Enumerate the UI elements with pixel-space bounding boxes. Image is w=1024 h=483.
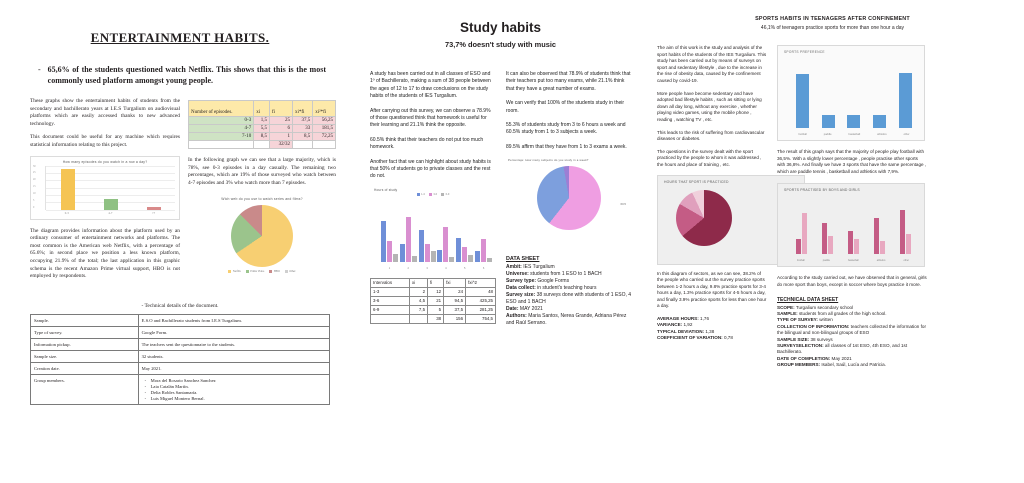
data-sheet-row [506,313,632,327]
cell-empty [410,314,428,323]
cell-xi2fi: 181,5 [313,125,336,133]
ds-key: Date: [506,306,519,313]
table-row [31,363,330,375]
tech-row [777,362,927,368]
x-tick: football [797,259,805,263]
sports-by-gender-bars [788,202,918,254]
study-paragraph: 60.5% think that their teachers do not put too much homework. [370,136,484,151]
tech-value: students from all grades of the high school. [797,310,887,316]
data-sheet-row [506,306,632,313]
cell-interval: 6-9 [371,305,410,314]
col-fi: fi [269,101,292,117]
list-item: - Luis Miguel Montero Bernal. [151,396,326,402]
episodes-frequency-table [188,100,336,149]
diagram-paragraph: The diagram provides information about the platform used by an ordinary consumer of entertainment networks and platforms. The most common is the American web Netflix, with a percentage of 65.6%; in second place we position a less known platform, occupying 21.9% of the total; the last application in this graphic schema is the recent Amazon Prime virtual support, HBO is not employed by respondents. [30,227,180,280]
table-row [371,287,496,296]
sports-conclusion-paragraph: According to the study carried out, we have observed that in general, girls do more sport than boys, except in soccer where boys practice it more. [777,275,927,287]
tech-row [777,343,927,356]
tech-value: E.S.O and Bachillerato students from I.E.S Turgalium. [138,315,329,327]
study-right-column [506,71,632,327]
platform-pie-title: Wich web do you use to watch series and films? [221,197,303,202]
cell-fxi: 24 [444,287,466,296]
table-row [371,296,496,305]
x-tick: football [798,133,807,136]
ds-value: Google Forms [536,278,570,285]
cell-empty [313,141,336,149]
x-tick: 3 [426,266,428,270]
cell-interval: 0-3 [189,117,254,125]
bar-group [822,202,833,254]
sports-preference-bars [790,64,918,128]
pie-value-label: 60.5 [620,202,626,207]
stat-value: 0,78 [722,335,733,341]
subtitle-study-habits: 73,7% doesn't study with music [444,40,556,49]
cell-empty [254,141,270,149]
technical-details-heading [30,303,330,309]
bar-football [796,74,809,128]
tech-key: DATE OF COMPLETION: [777,355,831,361]
tech-value: 38 surveys [809,336,833,342]
platform-pie-chart [188,193,336,289]
cell-xi: 5,5 [254,125,270,133]
bar-group [456,204,473,262]
platform-pie-legend [192,270,332,273]
panel-entertainment-habits [0,0,356,483]
cell-empty [371,314,410,323]
ds-key: Data collect: [506,285,536,292]
x-tick: basketball [848,133,861,136]
cell-xi: 8,5 [254,133,270,141]
tech-value: teachers collected the information for the bilingual and non-bilingual groups of ESO [777,323,926,336]
pie-explanation-paragraph: In this diagram of sectors, as we can see, 38.2% of the people who carried out the survey practice sports between 1-2 hours a day, 9.8% practice sports for 3-4 hours a day, 1.3% practice sports for 4-5 hours a day, and finally 3.9% practice sports for less than one hour a day. [657,270,767,309]
tech-key: SAMPLE SIZE: [777,336,810,342]
ds-value: Maria Santos, Nerea Grande, Adriana Pérez and Raúl Serrano. [506,313,627,327]
bar-0-3 [61,169,75,209]
stat-value: 1,38 [704,328,715,334]
col-episodes: Number of episodes. [189,101,254,117]
tech-key: Information pickup. [31,339,139,351]
cell-interval: 1-3 [371,287,410,296]
tech-value: Turgalium secondary school [794,304,854,310]
ds-key: Ambit: [506,264,522,271]
table-row [189,133,336,141]
cell-total-fi: 38 [428,314,444,323]
cell-interval: 4-7 [189,125,254,133]
tech-key: Group members. [31,375,139,405]
cell-total-fxi2: 754,5 [466,314,496,323]
intro-paragraph: These graphs show the entertainment habits of students from the secondary and bachillerato years at I.E.S Turgalium on audiovisual platforms which are easily accessed thanks to new advanced technology. [30,98,180,127]
hours-of-study-chart [370,188,496,274]
sports-by-gender-title: SPORTS PRACTISED BY BOYS AND GIRLS [784,188,860,193]
legend-label: 3-6 [433,192,438,196]
tech-value-members [138,375,329,405]
hours-sport-pie-graphic [676,190,732,246]
panel-study-habits [356,0,641,483]
x-tick: paddle [823,133,832,136]
study-left-column [370,71,496,327]
cell-fxi2: 425,25 [466,296,496,305]
legend-label: 6-9 [445,192,450,196]
bar-group [419,204,436,262]
tech-key: Sample. [31,315,139,327]
platform-pie-graphic [231,205,293,267]
bar-group [437,204,454,262]
col-intervals: Intervalos [371,278,410,287]
legend-item [417,193,425,196]
col-xi2fi: xi²*fi [313,101,336,117]
sports-left-column [657,45,767,369]
stat-value: 1,92 [682,322,693,328]
legend-item [429,193,437,196]
x-tick: 2 [407,266,409,270]
cell-fi: 25 [269,117,292,125]
x-tick: 5 [464,266,466,270]
col-xi: xi [410,278,428,287]
cell-total: 32/32 [269,141,292,149]
bar-basketball [847,115,860,128]
cell-fxi: 94,5 [444,296,466,305]
cell-interval: 7-10 [189,133,254,141]
legend-item [269,270,279,273]
sports-preference-chart [777,45,925,141]
study-paragraph: 89.5% affirm that they have from 1 to 3 exams a week. [506,143,627,150]
bar-paddle [822,115,835,128]
subjects-pie-chart [506,158,632,250]
bar-other [899,73,912,128]
tech-value: Google Form. [138,327,329,339]
stat-key: VARIANCE: [657,322,683,328]
cell-fi: 5 [428,305,444,314]
cell-xi: 2 [410,287,428,296]
ds-key: Authors: [506,313,527,320]
data-sheet-row [506,264,632,271]
legend-label: Other [289,270,296,274]
tech-dash: - [141,303,144,310]
x-tick: 4-7 [108,210,113,215]
hours-of-study-legend [370,193,496,196]
tech-value: Isabel, Saúl, Lucía and Patricia. [820,362,886,368]
legend-label: Prime Video [250,270,265,274]
data-sheet-title: DATA SHEET [506,256,540,263]
data-sheet-row [506,285,632,292]
table-row [31,327,330,339]
sports-paragraph: This leads to the risk of suffering from cardiovascular diseases or diabetes. [657,129,765,142]
ds-key: Survey type: [506,278,537,285]
col-xi: xi [254,101,270,117]
legend-label: HBO [273,270,280,274]
bar-gt7 [147,207,161,209]
bullet-text: 65,6% of the students questioned watch Netflix. This shows that this is the most commonly used platform amongst young people. [47,65,326,85]
cell-xi2fi: 56,25 [313,117,336,125]
table-row [371,305,496,314]
cell-interval: 3-6 [371,296,410,305]
table-row [31,351,330,363]
table-total-row [371,314,496,323]
table-row [189,117,336,125]
ds-value: 38 surveys done with students of 1 ESO, 4 ESO and 1 BACH [506,292,632,306]
table-total-row [189,141,336,149]
study-intervals-table [370,278,496,324]
table-row [189,125,336,133]
list-item: - Mora del Rosario Sanchez Sanchez [151,378,326,384]
study-paragraph: A study has been carried out in all classes of ESO and 1º of Bachillerato, making a sum of 38 people between the ages of 12 to 17 to draw conclusions on the study habits of the students of IES Turgalium. [370,71,491,100]
cell-total-fxi: 156 [444,314,466,323]
stat-key: COEFFICIENT OF VARIATION: [657,335,723,341]
data-sheet-row [506,278,632,285]
study-paragraph: It can also be observed that 78.9% of students think that their teachers put too many exams, while 21.1% think that they have a great number of exams. [506,71,631,92]
study-paragraph: 55.3% of students study from 3 to 6 hours a week and 60.5% study from 1 to 3 subjects a week. [506,122,626,136]
tech-key: SURVEYSELECTION: [777,343,824,348]
cell-xi: 1,5 [254,117,270,125]
stat-value: 1,76 [698,316,709,322]
cell-empty [292,141,312,149]
sports-preference-title: SPORTS PREFERENCE [784,50,825,54]
col-xifi: xi*fi [292,101,312,117]
episodes-x-axis [45,211,175,215]
data-sheet-row [506,271,632,278]
legend-item [246,270,265,273]
table-header-row [371,278,496,287]
y-tick: 30 [33,164,36,168]
episodes-bar-chart-title: How many episodes do you watch in a row a day? [62,159,148,164]
hours-of-study-title: Hours of study [374,187,398,192]
study-paragraph: Another fact that we can highlight about study habits is that 50% of students go to private classes and the rest do not. [370,158,491,180]
episodes-y-axis [33,166,36,210]
cell-empty [189,141,254,149]
y-tick: 0 [33,205,35,209]
legend-label: 1-3 [421,192,425,196]
subjects-pie-graphic [537,166,601,230]
entertainment-left-column [30,98,180,289]
x-tick: 6 [482,266,485,270]
cell-xi2fi: 72,25 [313,133,336,141]
tech-key: COLLECTION OF INFORMATION: [777,323,850,329]
list-item: - Delia Robles Santamaría. [151,390,326,396]
table-header-row [189,101,336,117]
y-tick: 25 [33,171,36,175]
page-title-sports: SPORTS HABITS IN TEENAGERS AFTER CONFINEMENT [755,16,910,22]
sports-by-gender-chart [777,183,925,267]
tech-key: Type of survey. [31,327,139,339]
cell-fxi2: 48 [466,287,496,296]
entertainment-columns [30,98,336,289]
tech-value: all classes of 1st ESO, 4th ESO, and 1st Bachillerato. [777,343,908,355]
entertainment-right-column [188,98,336,289]
episodes-paragraph: In the following graph we can see that a large majority, which is 78%, see 0-3 episodes in a day casually. The remaining two percentages, which are 19% of those surveyed who watch between 4-7 episodes and 3% who watch more than 7 episodes. [188,157,336,186]
study-paragraph: We can verify that 100% of the students study in their room. [506,100,625,114]
y-tick: 15 [33,185,36,189]
tech-value: The teachers sent the questionnaire to the students. [138,339,329,351]
bar-group [874,202,885,254]
bullet-dash: - [38,65,41,74]
tech-value: written [817,317,833,323]
stat-row [657,335,767,341]
table-row [31,375,330,405]
tech-row [777,324,927,337]
ds-value: MAY 2021 [518,306,543,313]
panel-sports-habits [641,0,1024,483]
sports-result-paragraph: The result of this graph says that the majority of people play football with 36,5%. With a slightly lower percentage , people practise other sports with 36,8%. And finally we have 3 sports that have the same percentage , which are paddle tennis , basketball and athletics with 7,9%. [777,149,927,174]
ds-value: in student's teaching hours [535,285,597,292]
cell-xi: 4,5 [410,296,428,305]
tech-key: Creation date. [31,363,139,375]
hours-sport-pie-title: HOURS THAT SPORT IS PRACTICED [664,179,729,184]
episodes-bars [46,166,175,210]
headline-bullet [38,64,326,86]
bar-athletics [873,115,886,128]
y-tick: 10 [33,192,36,196]
ds-value: IES Turgalium [521,264,555,271]
legend-item [441,193,449,196]
cell-fxi: 37,5 [444,305,466,314]
x-tick: other [903,259,909,263]
tech-key: TYPE OF SURVEY: [777,317,818,323]
cell-xi: 7,5 [410,305,428,314]
episodes-plot-area [45,166,175,210]
sports-paragraph: The aim of this work is the study and analysis of the sport habits of the students of the IES Turgalium. This study has been carried out by means of surveys on sport and sedentary lifestyle , due to the increase in the rise of obesity data, caused by the confinement caused by covid-19. [657,45,767,83]
study-paragraph: After carrying out this survey, we can observe a 78.9% of those questioned think that homework is useful for their learning and 21.1% think the opposite. [370,107,491,129]
table-row [31,339,330,351]
ds-key: Universe: [506,271,529,278]
x-tick: athletics [877,133,887,136]
cell-fi: 21 [428,296,444,305]
stat-key: AVERAGE HOURS: [657,316,699,322]
bar-group [848,202,859,254]
x-tick: 0-3 [64,210,69,215]
cell-fi: 12 [428,287,444,296]
x-tick: paddle [822,259,830,263]
sports-paragraph: More people have become sedentary and have adopted bad lifestyle habits , such as sitting or lying down all day long, without any exercise , whether playing video games, using the mobile phone , reading , watching TV , etc. [657,90,762,122]
cell-fi: 6 [269,125,292,133]
hours-of-study-x-axis [380,267,493,270]
x-tick: 4 [445,266,447,270]
cell-xifi: 8,5 [292,133,312,141]
x-tick: >7 [151,210,156,215]
col-fxi: fxi [444,278,466,287]
tech-key: GROUP MEMBERS: [777,362,821,368]
x-tick: other [903,133,910,136]
tech-value: 32 students. [138,351,329,363]
legend-item [285,270,296,273]
y-tick: 20 [33,178,36,182]
hours-of-study-bars [380,204,493,262]
bar-group [381,204,398,262]
col-fi: fi [428,278,444,287]
col-fxi2: fxi^2 [466,278,496,287]
ds-value: students from 1 ESO to 1 BACH [528,271,602,278]
list-item: - Laia Catalán Martín. [151,384,326,390]
study-columns [370,71,631,327]
intro-paragraph-2: This document could be useful for any machine which requires statistical information relating to this project. [30,134,180,148]
cell-fi: 1 [269,133,292,141]
tech-value: May 2021. [138,363,329,375]
tech-key: Sample size. [31,351,139,363]
sports-preference-x-axis [790,133,918,136]
data-sheet-row [506,292,632,306]
x-tick: 1 [388,266,391,270]
cell-xifi: 33 [292,125,312,133]
tech-key: SCOPE: [777,304,795,310]
bar-4-7 [104,199,118,210]
sports-paragraph: The questions in the survey dealt with the sport practiced by the people to whom it was addressed , the hours and place of training , etc. [657,148,762,167]
tech-value: May 2021 [830,355,852,361]
cell-fxi2: 281,25 [466,305,496,314]
bar-group [475,204,492,262]
cell-xifi: 37,5 [292,117,312,125]
sports-right-column [777,45,927,369]
y-tick: 5 [33,199,35,203]
tech-heading-text: Technical details of the document. [144,303,219,310]
table-row [31,315,330,327]
subjects-pie-title: Percentaje: How many subjects do you study in a week? [508,158,589,163]
bar-group [400,204,417,262]
bar-group [900,202,911,254]
page-title-study-habits: Study habits [459,20,541,35]
tech-key: SAMPLE: [777,310,798,316]
bar-group [796,202,807,254]
sports-by-gender-x-axis [788,259,918,262]
group-members-list [142,378,326,402]
x-tick: basketball [847,259,859,263]
x-tick: athletics [876,259,886,263]
technical-data-sheet-title: TECHNICAL DATA SHEET [777,296,839,303]
sports-columns [657,45,1008,369]
stat-key: TYPICAL DEVIATION: [657,328,705,334]
subtitle-sports: 46,1% of teenagers practice sports for more than one hour a day [760,25,905,31]
technical-details-table [30,314,330,405]
episodes-bar-chart [30,156,180,220]
legend-item [228,270,240,273]
page-title-entertainment: ENTERTAINMENT HABITS. [90,30,270,45]
ds-key: Survey size: [506,292,536,299]
legend-label: Netflix [232,270,241,274]
